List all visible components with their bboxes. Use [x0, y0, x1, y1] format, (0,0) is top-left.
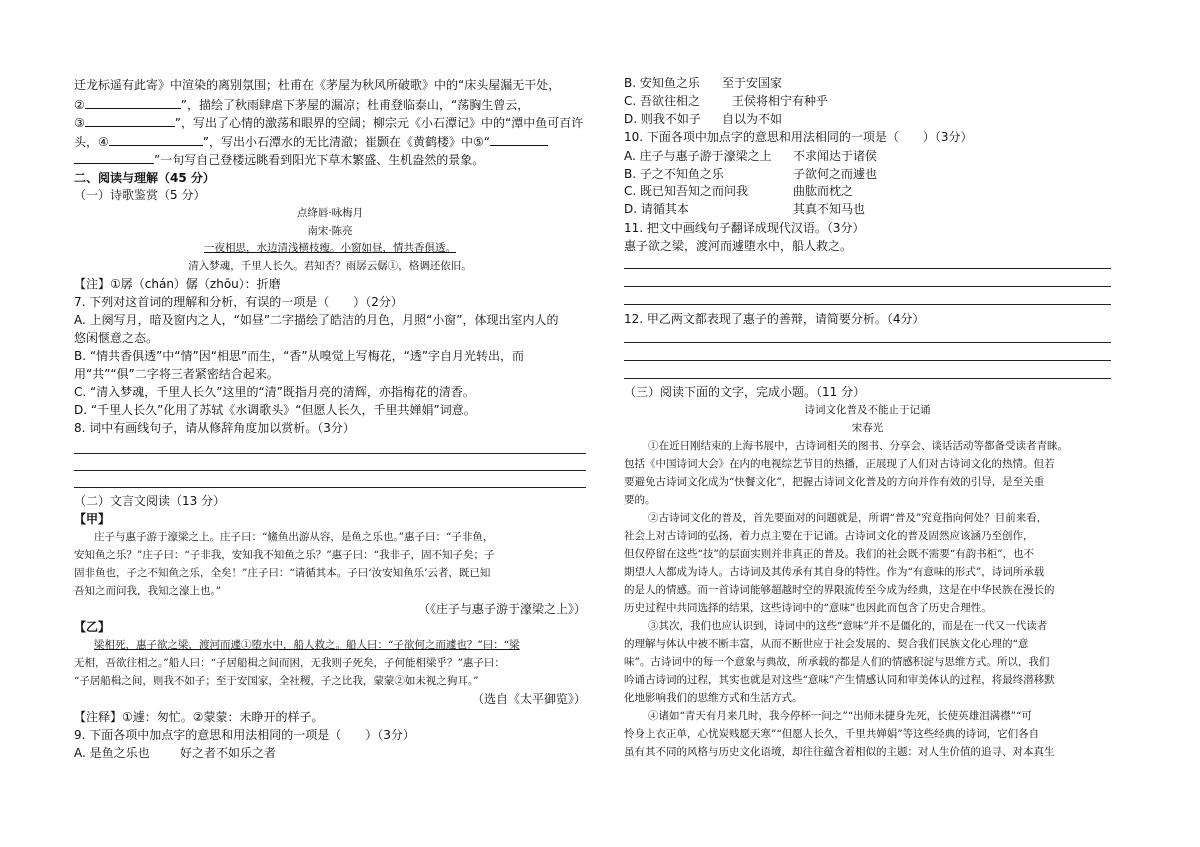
- option-text: A. 庄子与惠子游于濠梁之上: [624, 149, 772, 163]
- answer-line[interactable]: [624, 378, 1111, 379]
- question-12: 12. 甲乙两文都表现了惠子的善辩，请简要分析。（4分）: [624, 312, 925, 326]
- fill-line-2: [74, 96, 529, 113]
- underlined-line: 梁相死，惠子欲之梁，渡河而遽①堕水中，船人救之。船人曰：“子欲何之而遽也？”曰：“梁: [94, 639, 520, 651]
- question-8: 8. 词中有画线句子，请从修辞角度加以赏析。（3分）: [74, 421, 355, 435]
- answer-blank-4[interactable]: [109, 133, 203, 146]
- poem-note: 【注】①孱（chán）僝（zhōu）：折磨: [74, 277, 281, 291]
- option-row: [624, 75, 783, 91]
- article-line: 历史过程中共同选择的结果，这些诗词中的“意味”也因此而包含了历史合理性。: [624, 602, 992, 614]
- answer-line[interactable]: [624, 342, 1111, 343]
- fill-line-5: [74, 151, 484, 168]
- question-9: 9. 下面各项中加点字的意思和用法相同的一项是（ ）（3分）: [74, 728, 415, 742]
- section-heading: 二、阅读与理解（45 分）: [74, 171, 215, 185]
- article-line: 社会上对古诗词的弘扬，着力点主要在于记诵。古诗词文化的普及固然应该涵乃至创作，: [624, 530, 1034, 542]
- classical-line: 无相，吾欲往相之。”船人曰：“子居船楫之间而困，无我则子死矣，子何能相梁乎？”惠子曰：: [74, 657, 505, 669]
- option-text: C. “清入梦魂，千里人长久”这里的“清”既指月亮的清辉，亦指梅花的清香。: [74, 385, 475, 399]
- article-line: ①在近日刚结束的上海书展中，古诗词相关的图书、分享会、谈话活动等都备受读者青睐。: [648, 440, 1068, 452]
- article-line: 味”。古诗词中的每一个意象与典故，所承载的都是人们的情感积淀与思维方式。所以，我们: [624, 656, 1050, 668]
- article-line: 的理解与体认中被不断丰富，从而不断世应于社会发展的、契合我们民族文化心理的“意: [624, 638, 1029, 650]
- option-row: [624, 111, 783, 127]
- option-text: A. 上阕写月，暗及窗内之人，“如昼”二字描绘了皓洁的月色，月照“小窗”，体现出室内人的: [74, 313, 559, 327]
- answer-line[interactable]: [624, 360, 1111, 361]
- poem-author: 南宋·陈亮: [307, 225, 353, 237]
- question-10: 10. 下面各项中加点字的意思和用法相同的一项是（ ）（3分）: [624, 130, 973, 144]
- underlined-line: 一夜相思，水边清浅横枝瘦。小窗如昼，情共香俱透。: [204, 242, 456, 254]
- answer-line[interactable]: [624, 286, 1111, 287]
- answer-blank-6[interactable]: [74, 151, 154, 164]
- option-text: 不求闻达于诸侯: [793, 149, 878, 163]
- fill-text: 头，④: [74, 135, 109, 149]
- option-row: [624, 93, 829, 109]
- fill-line-3: [74, 114, 583, 131]
- text-label: 【甲】: [74, 512, 111, 526]
- article-line: ④诸如“青天有月来几时，我今停杯一问之”“出师未捷身先死，长使英雄泪满襟”“可: [648, 710, 1032, 722]
- article-line: ②古诗词文化的普及，首先要面对的问题就是，所谓“普及”究竟指向何处？目前来看，: [648, 512, 1048, 524]
- option-row: [624, 166, 878, 182]
- answer-line[interactable]: [74, 470, 586, 471]
- article-line: 的是人的情感。而一首诗词能够超越时空的界限流传至今成为经典，这是在中华民族在漫长的: [624, 584, 1055, 596]
- article-line: 吟诵古诗词的过程，其实也就是对这些“意味”产生情感认同和审美体认的过程，将最终潜移默: [624, 674, 1055, 686]
- article-line: 要避免古诗词文化成为“快餐文化”，把握古诗词文化普及的方向并作有效的引导，是至关重: [624, 476, 1045, 488]
- option-text: D. “千里人长久”化用了苏轼《水调歌头》“但愿人长久，千里共婵娟”词意。: [74, 403, 476, 417]
- poem-line: [74, 240, 586, 256]
- poem-title: 点绛唇·咏梅月: [296, 207, 364, 219]
- answer-blank-3[interactable]: [85, 114, 175, 127]
- option-text: D. 请循其本: [624, 202, 689, 216]
- item-number: ②: [74, 98, 85, 112]
- option-text: B. 子之不知鱼之乐: [624, 167, 724, 181]
- article-line: 虽有其不同的风格与历史文化语境，却往往蕴含着相似的主题：对人生价值的追寻、对本真生: [624, 746, 1055, 758]
- translate-sentence: 惠子欲之梁，渡河而遽堕水中，船人救之。: [624, 239, 853, 253]
- classical-line: [94, 637, 520, 653]
- source-citation: （《庄子与惠子游于濠梁之上》）: [417, 602, 586, 616]
- option-row: [624, 201, 866, 217]
- subsection-heading: （二）文言文阅读（13 分）: [74, 494, 226, 508]
- article-line: 但仅停留在这些“技”的层面实则并非真正的普及。我们的社会既不需要“有韵书柜”，也不: [624, 548, 1034, 560]
- option-text: 曲肱而枕之: [793, 184, 854, 198]
- article-line: 包括《中国诗词大会》在内的电视综艺节目的热播，正展现了人们对古诗词文化的热情。但若: [624, 458, 1055, 470]
- option-row: [624, 183, 854, 199]
- option-text: 用“共”“俱”二字将三者紧密结合起来。: [74, 367, 279, 381]
- fill-text: ”，写出了心情的激荡和眼界的空阔；柳宗元《小石潭记》中的“潭中鱼可百许: [174, 116, 584, 130]
- item-number: ③: [74, 116, 85, 130]
- option-text: C. 吾欲往相之: [624, 94, 701, 108]
- classical-line: 庄子与惠子游于濠梁之上。庄子曰：“鯈鱼出游从容，是鱼之乐也。”惠子曰：“子非鱼，: [94, 531, 494, 543]
- option-text: 好之者不如乐之者: [180, 746, 277, 760]
- option-text: B. “情共香俱透”中“情”因“相思”而生，“香”从嗅觉上写梅花，“透”字自月光转出，而: [74, 349, 525, 363]
- classical-line: 固非鱼也，子之不知鱼之乐，全矣！”庄子曰：“请循其本。子曰‘汝安知鱼乐’云者，既已知: [74, 567, 491, 579]
- answer-line[interactable]: [624, 268, 1111, 269]
- subsection-heading: （三）阅读下面的文字，完成小题。（11 分）: [624, 385, 866, 399]
- option-text: 自以为不如: [722, 112, 783, 126]
- answer-blank-2[interactable]: [85, 96, 181, 109]
- option-row: [624, 148, 878, 164]
- option-text: 子欲何之而遽也: [793, 167, 878, 181]
- article-title: 诗词文化普及不能止于记诵: [804, 404, 931, 416]
- annotation-notes: 【注释】①遽：匆忙。②蒙蒙：未睁开的样子。: [74, 710, 324, 724]
- question-11: 11. 把文中画线句子翻译成现代汉语。（3分）: [624, 221, 865, 235]
- answer-line[interactable]: [624, 304, 1111, 305]
- article-line: ③其次，我们也应认识到，诗词中的这些“意味”并不是僵化的，而是在一代又一代读者: [648, 620, 1048, 632]
- text-label: 【乙】: [74, 620, 111, 634]
- answer-line[interactable]: [74, 487, 586, 488]
- fill-text: ”，写出小石潭水的无比清澈；崔颢在《黄鹤楼》中⑤“: [202, 135, 490, 149]
- answer-line[interactable]: [74, 453, 586, 454]
- article-line: 化地影响我们的思维方式和生活方式。: [624, 692, 803, 704]
- option-text: A. 是鱼之乐也: [74, 746, 150, 760]
- article-line: 要的。: [624, 494, 656, 506]
- option-row: [74, 745, 277, 761]
- poem-line: 清入梦魂，千里人长久。君知否？雨孱云僝①，格调还依旧。: [188, 260, 472, 272]
- option-text: 王侯将相宁有种乎: [732, 94, 829, 108]
- option-text: 其真不知马也: [793, 202, 866, 216]
- classical-line: “子居船楫之间，则我不如子；至于安国家，全社稷，子之比我，蒙蒙②如未视之狗耳。”: [74, 675, 479, 687]
- classical-line: 安知鱼之乐？”庄子曰：“子非我，安知我不知鱼之乐？”惠子曰：“我非子，固不知子矣；子: [74, 549, 495, 561]
- subsection-heading: （一）诗歌鉴赏（5 分）: [74, 188, 206, 202]
- option-text: 至于安国家: [722, 76, 783, 90]
- option-text: B. 安知鱼之乐: [624, 76, 700, 90]
- option-text: D. 则我不如子: [624, 112, 701, 126]
- fill-text: ”一句写自己登楼远眺看到阳光下草木繁盛、生机盎然的景象。: [154, 153, 485, 167]
- fill-line-1: 迁龙标遥有此寄》中渲染的离别氛围；杜甫在《茅屋为秋风所破歌》中的“床头屋漏无干处，: [74, 78, 561, 92]
- option-text: 悠闲惬意之态。: [74, 331, 159, 345]
- classical-line: 吾知之而问我，我知之濠上也。”: [74, 585, 222, 597]
- article-line: 期望人人都成为诗人。古诗词及其传承有其自身的特性。作为“有意味的形式”，诗词所承载: [624, 566, 1045, 578]
- answer-blank-5[interactable]: [490, 133, 548, 146]
- question-7: 7. 下列对这首词的理解和分析，有误的一项是（ ）（2分）: [74, 295, 403, 309]
- source-citation: （选自《太平御览》）: [471, 692, 586, 706]
- article-author: 宋春光: [851, 422, 884, 434]
- fill-line-4: [74, 133, 548, 150]
- fill-text: ”，描绘了秋雨肆虐下茅屋的漏凉；杜甫登临泰山，“荡胸生曾云，: [180, 98, 530, 112]
- article-line: 怜身上衣正单，心忧炭贱愿天寒”“但愿人长久，千里共婵娟”等这些经典的诗词，它们各自: [624, 728, 1040, 740]
- option-text: C. 既已知吾知之而问我: [624, 184, 749, 198]
